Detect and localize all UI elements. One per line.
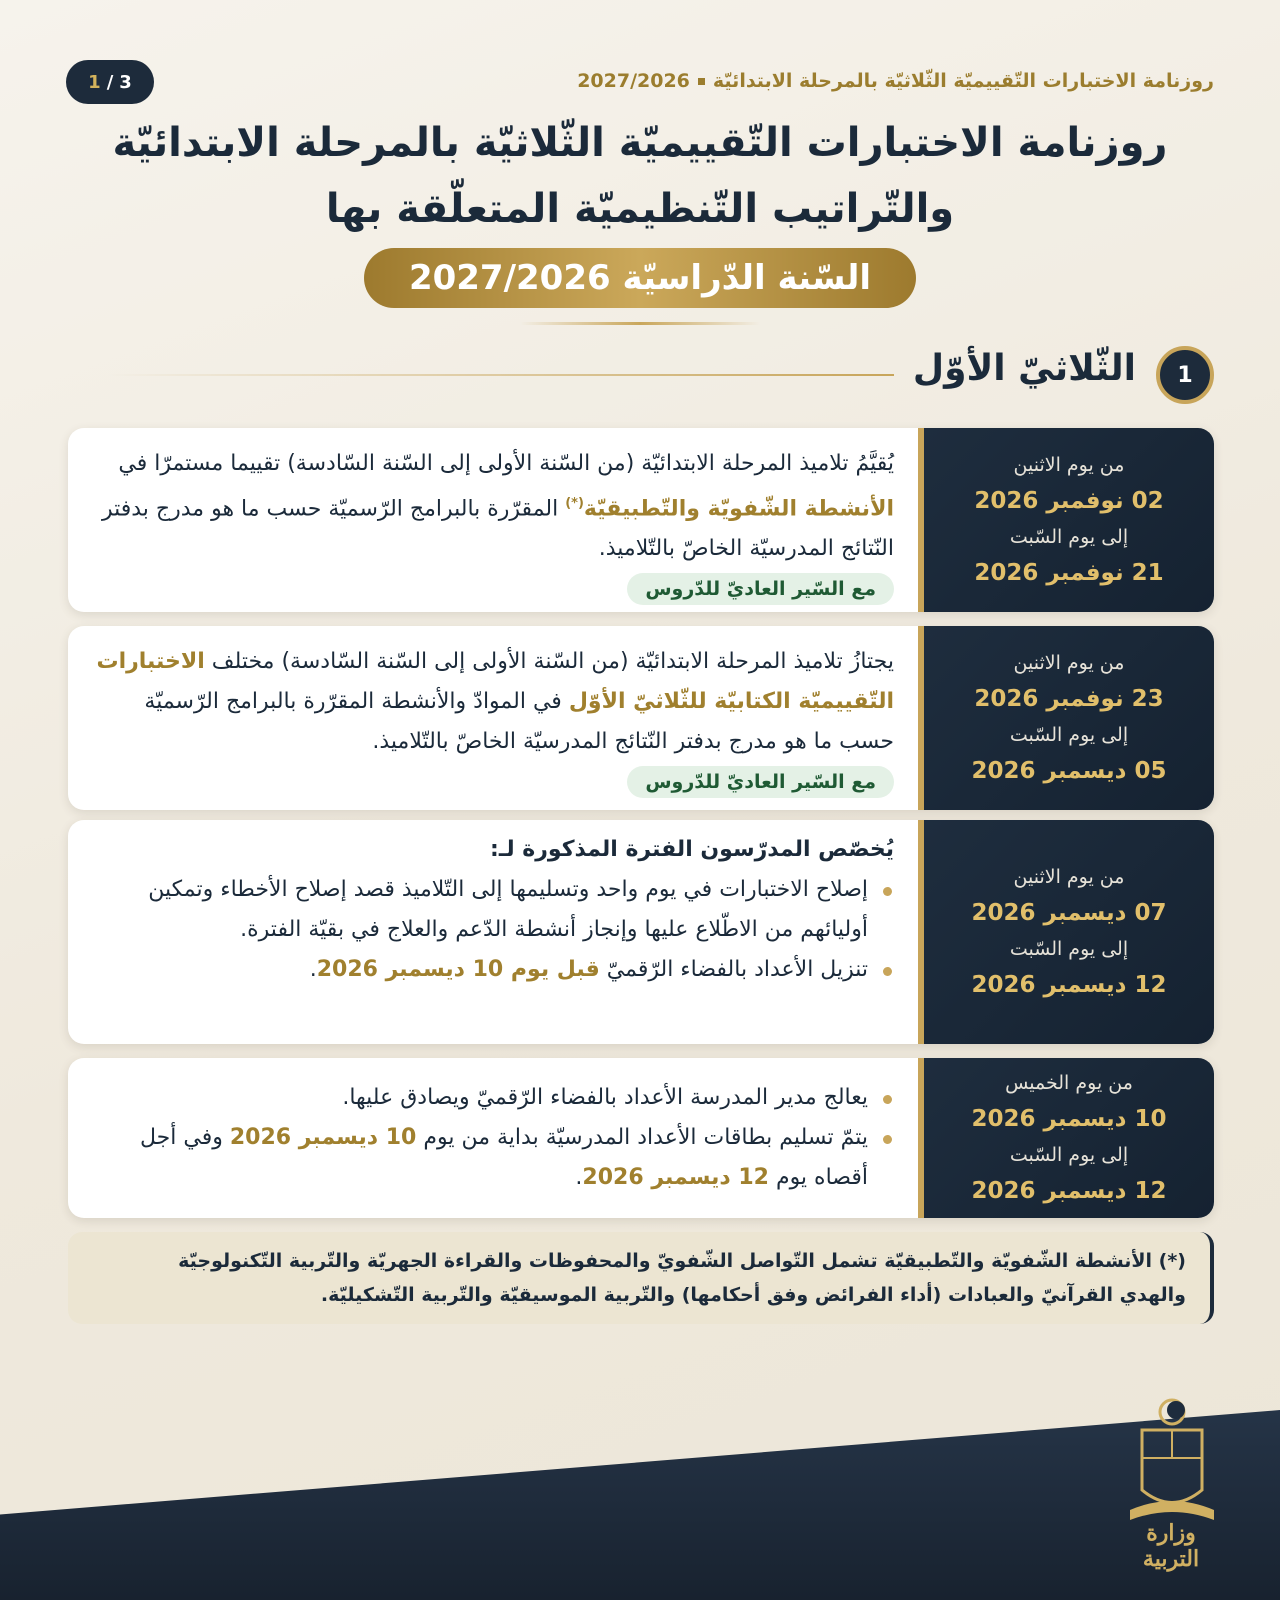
text-part: المقرّرة بالبرامج الرّسميّة حسب ما هو مدرج بدفتر النّتائج المدرسيّة الخاصّ بالتّلاميذ. bbox=[101, 496, 894, 562]
section-title: الثّلاثيّ الأوّل bbox=[912, 348, 1136, 389]
text-part: يتمّ تسليم بطاقات الأعداد المدرسيّة بداية من يوم bbox=[416, 1125, 868, 1150]
page-total: 3 bbox=[119, 71, 132, 93]
from-label: من يوم الخميس bbox=[1005, 1072, 1133, 1094]
footnote-mark: (*) bbox=[565, 496, 584, 511]
page-separator: / bbox=[106, 71, 114, 93]
highlight-text: 12 ديسمبر 2026 bbox=[582, 1165, 769, 1190]
from-label: من يوم الاثنين bbox=[1013, 652, 1125, 674]
date-panel bbox=[918, 428, 1214, 612]
running-header bbox=[577, 70, 1214, 92]
highlight-text: قبل يوم 10 ديسمبر 2026 bbox=[316, 957, 600, 982]
text-part: يُقيَّمُ تلاميذ المرحلة الابتدائيّة (من السّنة الأولى إلى السّنة السّادسة) تقييما مستمرّا في bbox=[118, 451, 894, 476]
schedule-card-3 bbox=[68, 820, 1214, 1044]
card-body bbox=[92, 642, 894, 794]
top-bar bbox=[66, 60, 1214, 104]
text-part: . bbox=[309, 957, 317, 982]
to-label: إلى يوم السّبت bbox=[1009, 938, 1129, 960]
page-current: 1 bbox=[88, 71, 101, 93]
from-label: من يوم الاثنين bbox=[1013, 454, 1125, 476]
section-divider bbox=[106, 374, 894, 376]
card-body bbox=[92, 830, 894, 1028]
highlight-text: الاختبارات التّقييميّة الكتابيّة للثّلاثيّ الأوّل bbox=[96, 649, 894, 714]
footnote-line1: (*) الأنشطة الشّفويّة والتّطبيقيّة تشمل التّواصل الشّفويّ والمحفوظات والقراءة الجهريّة والتّربية التّكنولوجيّة bbox=[178, 1250, 1186, 1272]
schedule-card-1 bbox=[68, 428, 1214, 612]
to-label: إلى يوم السّبت bbox=[1009, 724, 1129, 746]
page-title-line2: والتّراتيب التّنظيميّة المتعلّقة بها bbox=[325, 186, 955, 232]
text-part: يجتازُ تلاميذ المرحلة الابتدائيّة (من السّنة الأولى إلى السّنة السّادسة) مختلف bbox=[204, 649, 894, 674]
separator-square-icon bbox=[698, 78, 705, 85]
text-part: وفي أجل أقصاه يوم bbox=[140, 1125, 868, 1190]
list-item: إصلاح الاختبارات في يوم واحد وتسليمها إلى التّلاميذ قصد إصلاح الأخطاء وتمكين أوليائهم من الاطّلاع عليها وإنجاز أنشطة الدّعم والعلاج في بقيّة الفترة. bbox=[92, 870, 894, 950]
highlight-text: الأنشطة الشّفويّة والتّطبيقيّة bbox=[583, 496, 894, 522]
from-date: 10 ديسمبر 2026 bbox=[971, 1106, 1167, 1132]
to-date: 12 ديسمبر 2026 bbox=[971, 1178, 1167, 1204]
ministry-logo-text: وزارة التربية bbox=[1142, 1520, 1200, 1572]
schedule-card-4 bbox=[68, 1058, 1214, 1218]
from-date: 23 نوفمبر 2026 bbox=[974, 686, 1164, 712]
date-panel bbox=[918, 626, 1214, 810]
section-number: 1 bbox=[1156, 346, 1214, 404]
card-lead: يُخصّص المدرّسون الفترة المذكورة لـ: bbox=[490, 837, 894, 862]
status-badge: مع السّير العاديّ للدّروس bbox=[627, 573, 894, 605]
from-label: من يوم الاثنين bbox=[1013, 866, 1125, 888]
from-date: 07 ديسمبر 2026 bbox=[971, 900, 1167, 926]
list-item bbox=[92, 1118, 894, 1198]
bullet-list bbox=[92, 1078, 894, 1198]
highlight-text: 10 ديسمبر 2026 bbox=[229, 1125, 417, 1150]
page-indicator bbox=[66, 60, 154, 104]
schedule-card-2 bbox=[68, 626, 1214, 810]
footnote-line2: والهدي القرآنيّ والعبادات (أداء الفرائض وفق أحكامها) والتّربية الموسيقيّة والتّربية التّشكيليّة. bbox=[320, 1284, 1186, 1306]
footer-band bbox=[0, 1410, 1280, 1600]
text-part: في الموادّ والأنشطة المقرّرة بالبرامج الرّسميّة حسب ما هو مدرج بدفتر النّتائج المدرسيّة الخاصّ بالتّلاميذ. bbox=[144, 689, 894, 754]
to-date: 21 نوفمبر 2026 bbox=[974, 560, 1164, 586]
card-text bbox=[92, 444, 894, 569]
section-header bbox=[66, 346, 1214, 402]
to-label: إلى يوم السّبت bbox=[1009, 526, 1129, 548]
date-panel bbox=[918, 820, 1214, 1044]
bullet-list bbox=[92, 870, 894, 990]
to-date: 05 ديسمبر 2026 bbox=[971, 758, 1167, 784]
list-item bbox=[92, 950, 894, 990]
text-part: تنزيل الأعداد بالفضاء الرّقميّ bbox=[599, 957, 868, 982]
to-date: 12 ديسمبر 2026 bbox=[971, 972, 1167, 998]
card-body bbox=[92, 1078, 894, 1202]
status-badge: مع السّير العاديّ للدّروس bbox=[627, 766, 894, 798]
running-title: روزنامة الاختبارات التّقييميّة الثّلاثيّة بالمرحلة الابتدائيّة bbox=[712, 70, 1214, 92]
school-year-badge: السّنة الدّراسيّة 2027/2026 bbox=[364, 248, 916, 308]
running-year: 2027/2026 bbox=[577, 70, 690, 92]
to-label: إلى يوم السّبت bbox=[1009, 1144, 1129, 1166]
title-divider bbox=[520, 322, 760, 325]
card-text bbox=[92, 642, 894, 762]
list-item: يعالج مدير المدرسة الأعداد بالفضاء الرّقميّ ويصادق عليها. bbox=[92, 1078, 894, 1118]
date-panel bbox=[918, 1058, 1214, 1218]
from-date: 02 نوفمبر 2026 bbox=[974, 488, 1164, 514]
page-title-line1: روزنامة الاختبارات التّقييميّة الثّلاثيّة بالمرحلة الابتدائيّة bbox=[112, 120, 1168, 166]
text-part: . bbox=[575, 1165, 583, 1190]
card-body bbox=[92, 444, 894, 601]
footnote bbox=[68, 1232, 1214, 1324]
